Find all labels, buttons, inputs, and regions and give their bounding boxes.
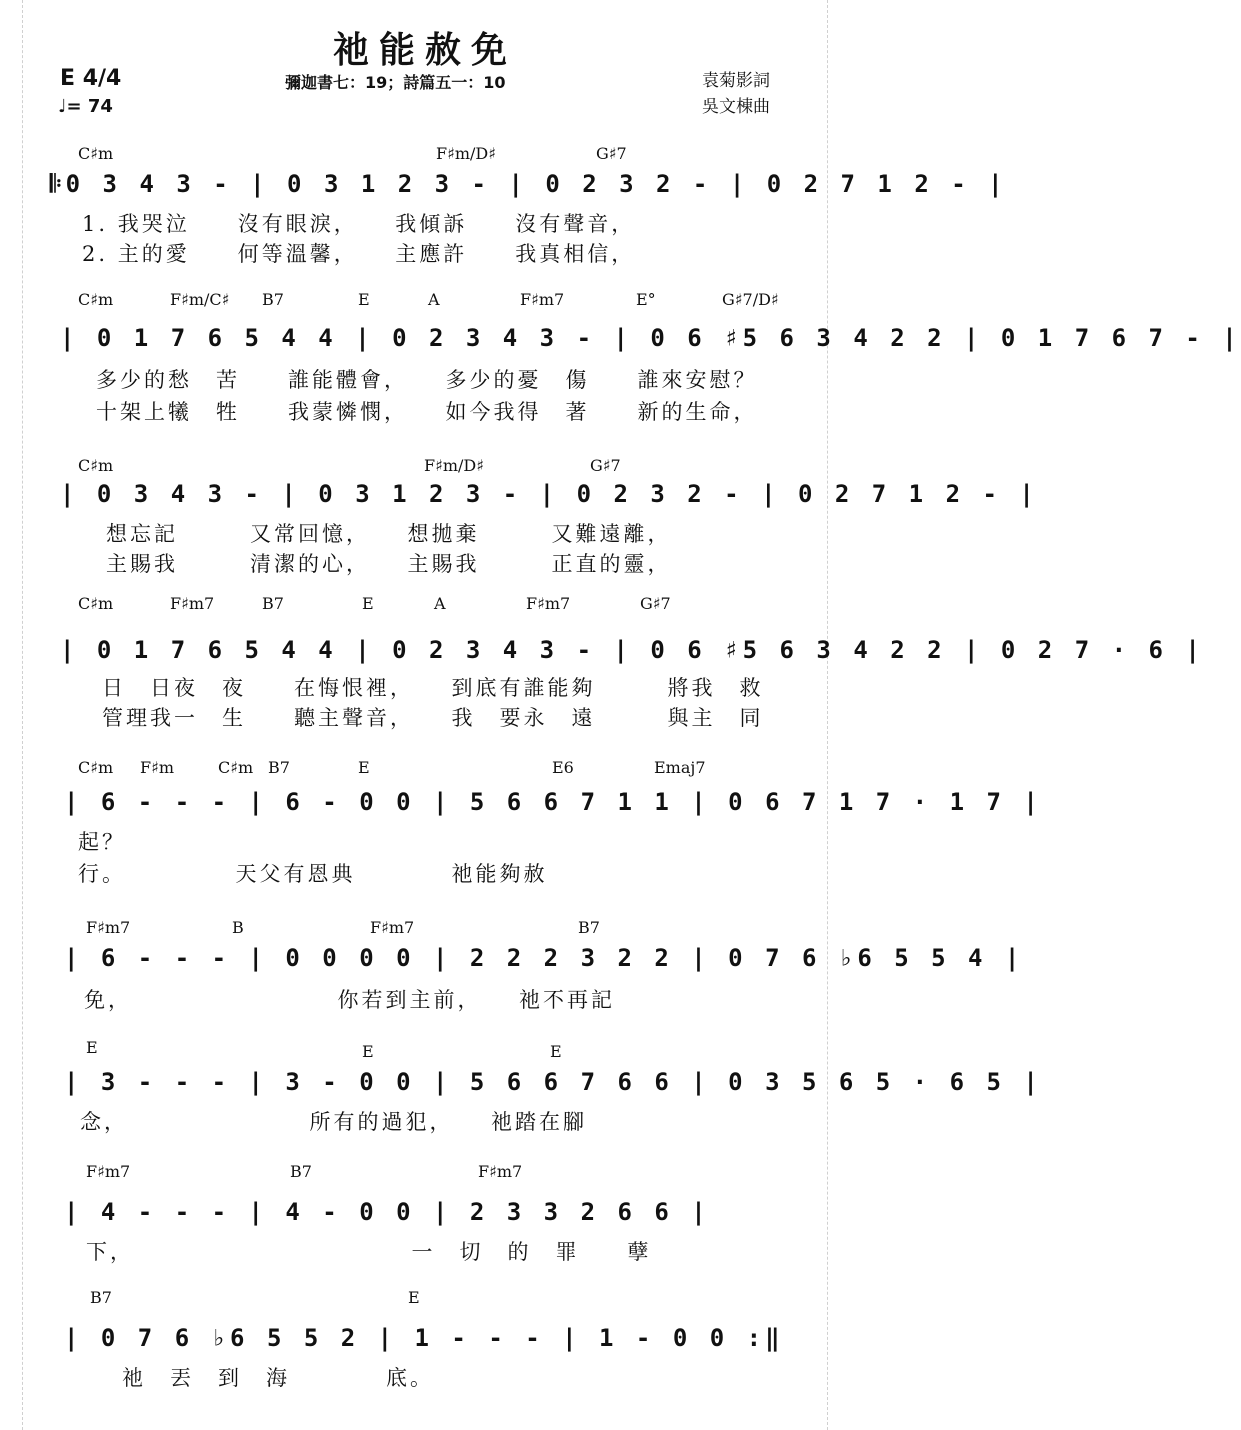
chord-symbol: Emaj7: [654, 758, 706, 777]
chord-symbol: C♯m: [78, 290, 114, 309]
notation-line: | 0 1 7 6 5 4 4 | 0 2 3 4 3 - | 0 6 ♯5 6 3 4 2 2 | 0 2 7 · 6 |: [60, 636, 1204, 664]
chord-symbol: F♯m7: [170, 594, 215, 613]
chord-symbol: F♯m/D♯: [436, 144, 496, 163]
chord-symbol: F♯m7: [86, 918, 131, 937]
lyric-line-verse-2: 十架上犧 牲 我蒙憐憫， 如今我得 著 新的生命，: [96, 400, 758, 424]
lyric-line: 念， 所有的過犯， 祂踏在腳: [80, 1110, 587, 1134]
chord-symbol: G♯7/D♯: [722, 290, 779, 309]
lyric-line-verse-2: 主賜我 清潔的心， 主賜我 正直的靈，: [106, 552, 672, 576]
notation-line: | 6 - - - | 0 0 0 0 | 2 2 2 3 2 2 | 0 7 6 ♭6 5 5 4 |: [64, 944, 1024, 972]
chord-symbol: F♯m7: [478, 1162, 523, 1181]
chord-symbol: F♯m7: [370, 918, 415, 937]
right-margin-border: [827, 0, 850, 1430]
left-margin-border: [0, 0, 23, 1430]
chord-symbol: B7: [578, 918, 600, 937]
chord-symbol: B7: [268, 758, 290, 777]
chord-symbol: E: [358, 758, 370, 777]
lyric-line-verse-2: 行。 天父有恩典 祂能夠赦: [78, 862, 548, 886]
notation-line: | 0 1 7 6 5 4 4 | 0 2 3 4 3 - | 0 6 ♯5 6 3 4 2 2 | 0 1 7 6 7 - |: [60, 324, 1241, 352]
lyric-line-verse-2: 管理我一 生 聽主聲音， 我 要永 遠 與主 同: [102, 706, 764, 730]
chord-symbol: E: [550, 1042, 562, 1061]
lyric-line-verse-1: 想忘記 又常回憶， 想拋棄 又難遠離，: [106, 522, 672, 546]
chord-symbol: F♯m7: [526, 594, 571, 613]
chord-symbol: E6: [552, 758, 574, 777]
chord-symbol: E: [362, 1042, 374, 1061]
chord-symbol: F♯m/C♯: [170, 290, 230, 309]
chord-symbol: F♯m7: [520, 290, 565, 309]
lyric-line-verse-1: 起？: [78, 830, 126, 854]
chord-symbol: E: [362, 594, 374, 613]
chord-symbol: B: [232, 918, 244, 937]
chord-symbol: C♯m: [78, 758, 114, 777]
chord-symbol: E: [358, 290, 370, 309]
notation-line: | 0 3 4 3 - | 0 3 1 2 3 - | 0 2 3 2 - | 0 2 7 1 2 - |: [60, 480, 1038, 508]
notation-line: 𝄆0 3 4 3 - | 0 3 1 2 3 - | 0 2 3 2 - | 0 2 7 1 2 - |: [50, 170, 1007, 198]
chord-symbol: C♯m: [218, 758, 254, 777]
chord-symbol: E: [408, 1288, 420, 1307]
lyricist-credit: 袁菊影詞: [702, 71, 770, 91]
notation-line: | 0 7 6 ♭6 5 5 2 | 1 - - - | 1 - 0 0 :‖: [64, 1324, 784, 1352]
chord-symbol: E°: [636, 290, 656, 309]
lyric-line-verse-2: 2. 主的愛 何等溫馨， 主應許 我真相信，: [82, 242, 636, 266]
chord-symbol: F♯m/D♯: [424, 456, 484, 475]
chord-symbol: F♯m7: [86, 1162, 131, 1181]
tempo-marking: ♩= 74: [58, 96, 113, 117]
notation-line: | 3 - - - | 3 - 0 0 | 5 6 6 7 6 6 | 0 3 5 6 5 · 6 5 |: [64, 1068, 1042, 1096]
chord-symbol: B7: [290, 1162, 312, 1181]
scripture-reference: 彌迦書七：19；詩篇五一：10: [285, 73, 506, 92]
chord-symbol: G♯7: [640, 594, 671, 613]
chord-symbol: A: [434, 594, 446, 613]
chord-symbol: C♯m: [78, 144, 114, 163]
chord-symbol: G♯7: [596, 144, 627, 163]
composer-credit: 吳文棟曲: [702, 97, 770, 117]
chord-symbol: E: [86, 1038, 98, 1057]
lyric-line-verse-1: 1. 我哭泣 沒有眼淚， 我傾訴 沒有聲音，: [82, 212, 636, 236]
chord-symbol: C♯m: [78, 594, 114, 613]
chord-symbol: A: [428, 290, 440, 309]
chord-symbol: B7: [262, 594, 284, 613]
notation-line: | 6 - - - | 6 - 0 0 | 5 6 6 7 1 1 | 0 6 7 1 7 · 1 7 |: [64, 788, 1042, 816]
chord-symbol: C♯m: [78, 456, 114, 475]
lyric-line-verse-1: 日 日夜 夜 在悔恨裡， 到底有誰能夠 將我 救: [102, 676, 764, 700]
chord-symbol: B7: [262, 290, 284, 309]
chord-symbol: F♯m: [140, 758, 175, 777]
lyric-line: 祂 丟 到 海 底。: [122, 1366, 434, 1390]
lyric-line-verse-1: 多少的愁 苦 誰能體會， 多少的憂 傷 誰來安慰？: [96, 368, 758, 392]
lyric-line: 下， 一 切 的 罪 孽: [86, 1240, 652, 1264]
chord-symbol: B7: [90, 1288, 112, 1307]
lyric-line: 免， 你若到主前， 祂不再記: [84, 988, 615, 1012]
chord-symbol: G♯7: [590, 456, 621, 475]
notation-line: | 4 - - - | 4 - 0 0 | 2 3 3 2 6 6 |: [64, 1198, 710, 1226]
key-signature: E 4/4: [60, 66, 122, 91]
song-title: 祂能赦免: [332, 30, 517, 71]
